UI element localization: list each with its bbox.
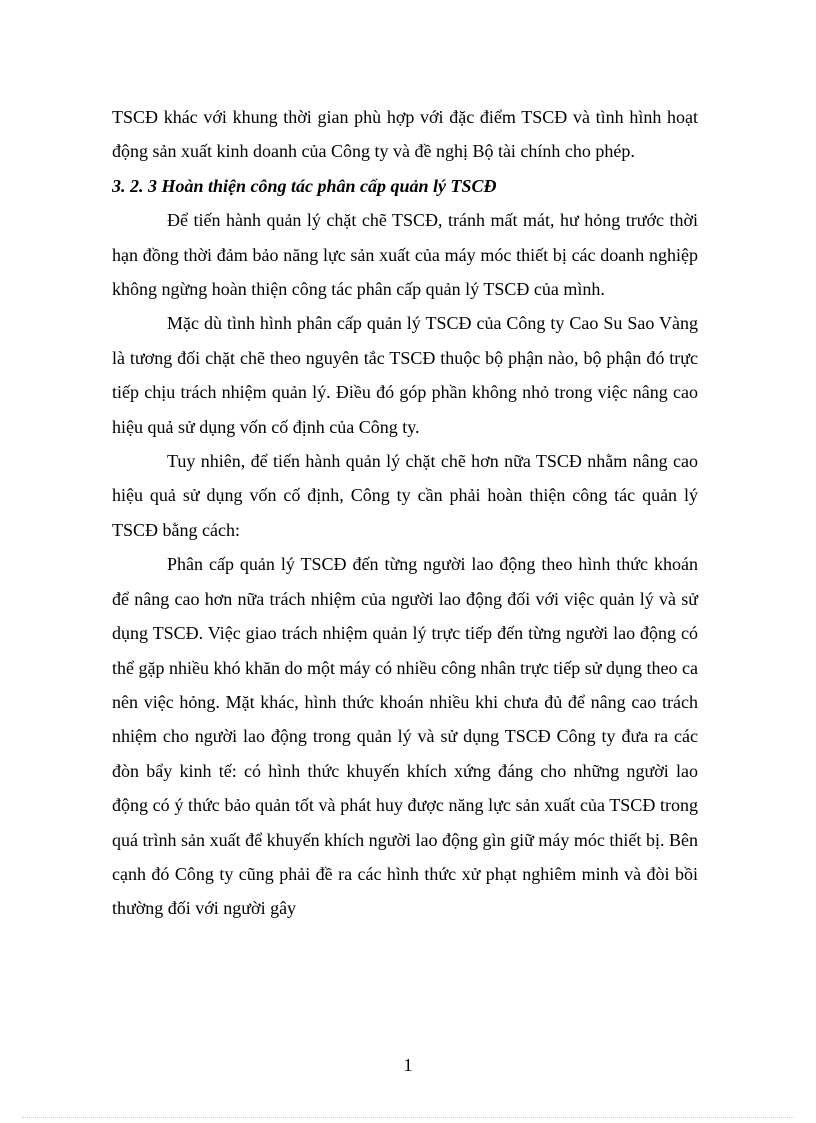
paragraph: Tuy nhiên, để tiến hành quản lý chặt chẽ hơn nữa TSCĐ nhằm nâng cao hiệu quả sử dụng vốn cố định, Công ty cần phải hoàn thiện công tác quản lý TSCĐ bằng cách: xyxy=(112,451,698,540)
paragraph: Phân cấp quản lý TSCĐ đến từng người lao động theo hình thức khoán để nâng cao hơn nữa trách nhiệm của người lao động đối với việc quản lý và sử dụng TSCĐ. Việc giao trách nhiệm quản lý trực tiếp đến từng người lao động có thể gặp nhiều khó khăn do một máy có nhiều công nhân trực tiếp sử dụng theo ca nên việc hỏng. Mặt khác, hình thức khoán nhiều khi chưa đủ để nâng cao trách nhiệm cho người lao động trong quản lý và sử dụng TSCĐ Công ty đưa ra các đòn bẩy kinh tế: có hình thức khuyến khích xứng đáng cho những người lao động có ý thức bảo quản tốt và phát huy được năng lực sản xuất của TSCĐ trong quá trình sản xuất để khuyến khích người lao động gìn giữ máy móc thiết bị. Bên cạnh đó Công ty cũng phải đề ra các hình thức xử phạt nghiêm minh và đòi bồi thường đối với người gây xyxy=(112,554,698,919)
paragraph: Mặc dù tình hình phân cấp quản lý TSCĐ của Công ty Cao Su Sao Vàng là tương đối chặt chẽ theo nguyên tắc TSCĐ thuộc bộ phận nào, bộ phận đó trực tiếp chịu trách nhiệm quản lý. Điều đó góp phần không nhỏ trong việc nâng cao hiệu quả sử dụng vốn cố định của Công ty. xyxy=(112,313,698,437)
paragraph: Để tiến hành quản lý chặt chẽ TSCĐ, tránh mất mát, hư hỏng trước thời hạn đồng thời đảm bảo năng lực sản xuất của máy móc thiết bị các doanh nghiệp không ngừng hoàn thiện công tác phân cấp quản lý TSCĐ của mình. xyxy=(112,210,698,300)
document-body xyxy=(112,100,698,926)
section-heading: 3. 2. 3 Hoàn thiện công tác phân cấp quản lý TSCĐ xyxy=(112,175,497,196)
page-bottom-divider xyxy=(22,1117,794,1118)
page-number: 1 xyxy=(403,1055,413,1075)
paragraph-continued: TSCĐ khác với khung thời gian phù hợp với đặc điểm TSCĐ và tình hình hoạt động sản xuất kinh doanh của Công ty và đề nghị Bộ tài chính cho phép. xyxy=(112,107,698,162)
